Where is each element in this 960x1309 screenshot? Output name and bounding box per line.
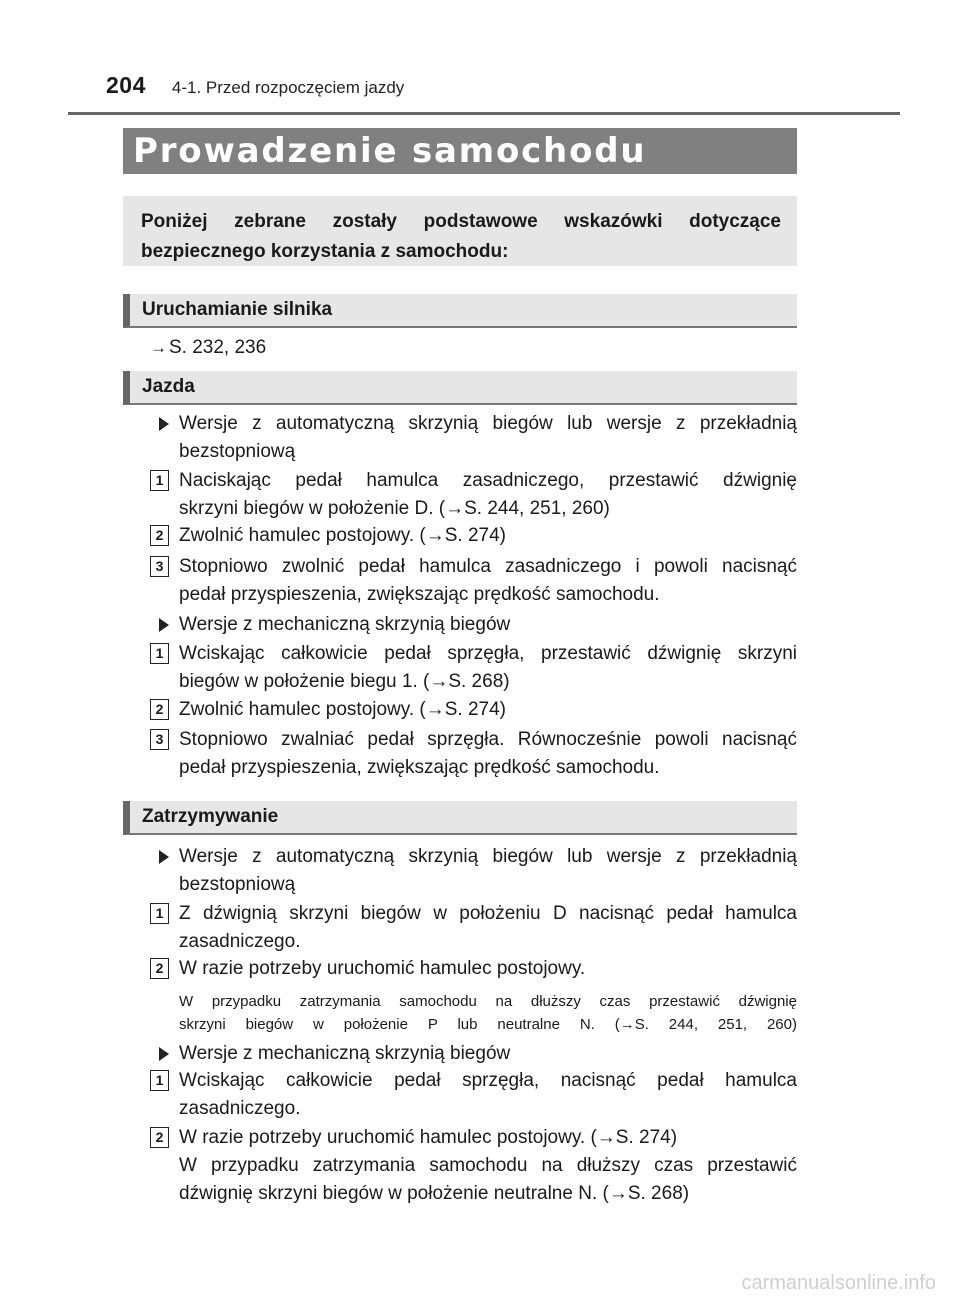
step-number-badge: 1 [150,903,169,924]
step-number-badge: 3 [150,729,169,750]
step-number-badge: 1 [150,470,169,491]
variant-label: Wersje z automatyczną skrzynią biegów lub wersje z przekładnią [179,413,797,434]
triangle-bullet-icon [159,417,169,431]
intro-line: bezpiecznego korzystania z samochodu: [141,241,509,262]
variant-label: Wersje z automatyczną skrzynią biegów lub wersje z przekładnią [179,846,797,867]
intro-box [123,196,797,266]
step-number-badge: 2 [150,525,169,546]
step-number-badge: 2 [150,1127,169,1148]
page-title: Prowadzenie samochodu [123,128,797,174]
variant-label: Wersje z mechaniczną skrzynią biegów [179,1043,511,1064]
variant-label: bezstopniową [179,441,296,462]
step-text: Stopniowo zwolnić pedał hamulca zasadniczego i powoli nacisnąć [179,556,797,577]
section-heading-jazda: Jazda [123,371,797,405]
step-text: zasadniczego. [179,1098,301,1119]
triangle-bullet-icon [159,850,169,864]
step-number-badge: 1 [150,643,169,664]
step-text: zasadniczego. [179,931,301,952]
watermark-text: carmanualsonline.info [741,1272,936,1294]
triangle-bullet-icon [159,618,169,632]
step-number-badge: 2 [150,958,169,979]
reference-link[interactable] [150,334,266,362]
step-text: W przypadku zatrzymania samochodu na dłuższy czas przestawić [179,1155,797,1176]
step-text: Zwolnić hamulec postojowy. (→S. 274) [179,525,506,546]
triangle-bullet-icon [159,1047,169,1061]
step-text: Wciskając całkowicie pedał sprzęgła, nacisnąć pedał hamulca [179,1070,797,1091]
section-heading-uruchamianie: Uruchamianie silnika [123,294,797,328]
step-text: pedał przyspieszenia, zwiększając prędkość samochodu. [179,584,660,605]
step-text: biegów w położenie biegu 1. (→S. 268) [179,671,510,692]
chapter-title: 4-1. Przed rozpoczęciem jazdy [171,78,405,97]
variant-label: Wersje z mechaniczną skrzynią biegów [179,614,511,635]
step-text: W razie potrzeby uruchomić hamulec postojowy. (→S. 274) [179,1127,678,1148]
page-number: 204 [106,72,146,98]
step-text: W razie potrzeby uruchomić hamulec postojowy. [179,958,586,979]
arrow-right-icon: → [150,338,167,357]
step-text: Stopniowo zwalniać pedał sprzęgła. Równocześnie powoli nacisnąć [179,729,797,750]
section-heading-zatrzymywanie: Zatrzymywanie [123,801,797,835]
step-number-badge: 3 [150,556,169,577]
header-divider [68,112,900,115]
note-text: skrzyni biegów w położenie P lub neutralne N. (→S. 244, 251, 260) [179,1016,797,1033]
intro-line: Poniżej zebrane zostały podstawowe wskazówki dotyczące [141,211,781,232]
step-text: Naciskając pedał hamulca zasadniczego, przestawić dźwignię [179,470,797,491]
page-header [106,72,404,99]
step-text: Wciskając całkowicie pedał sprzęgła, przestawić dźwignię skrzyni [179,643,797,664]
note-text: W przypadku zatrzymania samochodu na dłuższy czas przestawić dźwignię [179,993,797,1010]
step-number-badge: 1 [150,1070,169,1091]
step-text: dźwignię skrzyni biegów w położenie neutralne N. (→S. 268) [179,1183,690,1204]
variant-label: bezstopniową [179,874,296,895]
step-text: skrzyni biegów w położenie D. (→S. 244, 251, 260) [179,498,610,519]
step-number-badge: 2 [150,699,169,720]
step-text: Z dźwignią skrzyni biegów w położeniu D nacisnąć pedał hamulca [179,903,797,924]
step-text: pedał przyspieszenia, zwiększając prędkość samochodu. [179,757,660,778]
step-text: Zwolnić hamulec postojowy. (→S. 274) [179,699,506,720]
page-ref: S. 232, 236 [169,337,267,358]
